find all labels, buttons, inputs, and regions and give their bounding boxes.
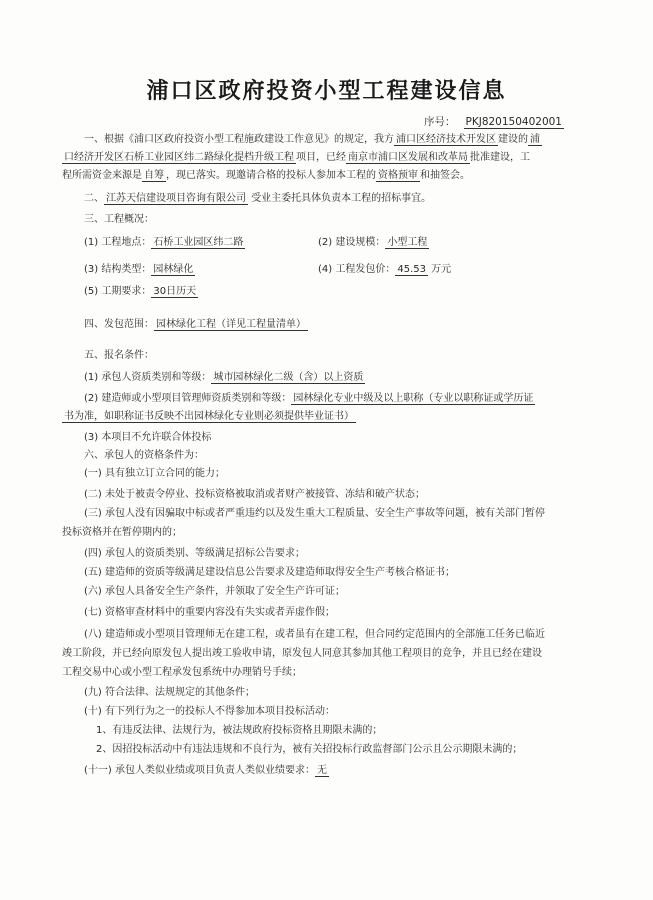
s6-item-10-1: 1、有违反法律、法规行为，被法规政府投标资格且期限未满的； xyxy=(96,725,383,736)
s3-scale xyxy=(318,236,429,249)
s1-line2 xyxy=(62,151,530,164)
s6-item-3a: (三) 承包人没有因骗取中标或者严重违约以及发生重大工程质量、安全生产事故等问题，被有关部门暂停 xyxy=(84,508,545,519)
s1-line3 xyxy=(62,169,470,182)
s3-cost-value: 45.53 xyxy=(397,264,426,275)
s3-cost-unit: 万元 xyxy=(431,264,452,275)
s3-location-value: 石桥工业园区纬二路 xyxy=(153,237,244,248)
s1-fund: 自筹 xyxy=(144,170,164,181)
s1-approver: 南京市浦口区发展和改革局 xyxy=(348,152,468,163)
s6-heading: 六、承包人的资格条件为： xyxy=(84,450,204,461)
s4-scope: 园林绿化工程（详见工程量清单） xyxy=(156,319,306,330)
s5-req-1-label: (1) 承包人资质类别和等级： xyxy=(84,372,212,383)
s3-structure-label: (3) 结构类型： xyxy=(84,264,152,275)
s1-text-7: 和抽签会。 xyxy=(420,170,470,181)
s3-structure-value: 园林绿化 xyxy=(153,264,194,275)
s1-line1 xyxy=(84,133,542,146)
s1-text-5: 程所需资金来源是 xyxy=(62,170,142,181)
s3-cost xyxy=(318,263,451,276)
s1-text-4: 批准建设，工 xyxy=(470,152,530,163)
s2-line xyxy=(84,192,431,205)
s6-item-4: (四) 承包人的资质类别、等级满足招标公告要求； xyxy=(84,548,305,559)
s4-line xyxy=(84,318,308,331)
s3-cost-label: (4) 工程发包价： xyxy=(318,264,396,275)
s6-item-8b: 竣工阶段，并已经向原发包人提出竣工验收申请，原发包人同意其参加其他工程项目的竞争，并且已经在建设 xyxy=(62,648,542,659)
s6-item-3b: 投标资格并在暂停期内的； xyxy=(62,527,182,538)
s6-item-1: (一) 具有独立订立合同的能力； xyxy=(84,468,225,479)
serial-label: 序号： xyxy=(424,116,456,128)
s1-stage: 资格预审 xyxy=(378,170,418,181)
s6-item-8a: (八) 建造师或小型项目管理师无在建工程，或者虽有在建工程，但合同约定范围内的全部施工任务已临近 xyxy=(84,629,545,640)
s3-scale-label: (2) 建设规模： xyxy=(318,237,386,248)
s5-req-1-value: 城市园林绿化二级（含）以上资质 xyxy=(213,372,364,383)
s6-item-8c: 工程交易中心或小型工程承发包系统中办理销号手续； xyxy=(62,667,302,678)
s5-req-1 xyxy=(84,371,365,384)
s1-project-start: 浦 xyxy=(530,134,540,145)
s6-item-11-label: (十一) 承包人类似业绩或项目负责人类似业绩要求： xyxy=(84,765,315,776)
s3-period-value: 30日历天 xyxy=(153,286,197,297)
s3-period-label: (5) 工期要求： xyxy=(84,286,152,297)
s3-structure xyxy=(84,263,195,276)
s6-item-10: (十) 有下列行为之一的投标人不得参加本项目投标活动： xyxy=(84,706,335,717)
serial-value: PKJ820150402001 xyxy=(465,116,562,128)
s3-location xyxy=(84,236,245,249)
s5-req-2-label: (2) 建造师或小型项目管理师资质类别和等级： xyxy=(84,393,292,404)
s6-item-11 xyxy=(84,764,329,777)
s1-project: 口经济开发区石桥工业园区纬二路绿化提档升级工程 xyxy=(64,152,294,163)
s3-location-label: (1) 工程地点： xyxy=(84,237,152,248)
s1-text-6: ，现已落实。现邀请合格的投标人参加本工程的 xyxy=(166,170,376,181)
s6-item-6: (六) 承包人具备安全生产条件，并领取了安全生产许可证； xyxy=(84,586,345,597)
s3-heading: 三、工程概况： xyxy=(84,214,154,225)
s5-req-2-value-a: 园林绿化专业中级及以上职称（专业以职称证或学历证 xyxy=(293,393,534,404)
s3-scale-value: 小型工程 xyxy=(387,237,428,248)
s1-text-3: 项目，已经 xyxy=(296,152,346,163)
s5-req-2-cont xyxy=(62,410,356,423)
s5-req-2-value-b: 书为准，如职称证书反映不出园林绿化专业则必须提供毕业证书） xyxy=(64,411,354,422)
s2-text: 受业主委托具体负责本工程的招标事宜。 xyxy=(251,193,432,204)
s4-label: 四、发包范围： xyxy=(84,319,154,330)
serial-number xyxy=(424,114,564,129)
s2-prefix: 二、 xyxy=(84,193,104,204)
s6-item-10-2: 2、因招投标活动中有违法违规和不良行为，被有关招投标行政监督部门公示且公示期限未满的； xyxy=(96,744,523,755)
s1-unit: 浦口区经济技术开发区 xyxy=(396,134,496,145)
s1-text-2: 建设的 xyxy=(498,134,528,145)
s6-item-7: (七) 资格审查材料中的重要内容没有失实或者弄虚作假； xyxy=(84,607,335,618)
s6-item-11-value: 无 xyxy=(316,765,327,776)
s6-item-2: (二) 未处于被责令停业、投标资格被取消或者财产被接管、冻结和破产状态； xyxy=(84,489,425,500)
s6-item-5: (五) 建造师的资质等级满足建设信息公告要求及建造师取得安全生产考核合格证书； xyxy=(84,567,455,578)
s5-req-3: (3) 本项目不允许联合体投标 xyxy=(84,432,212,443)
page-title: 浦口区政府投资小型工程建设信息 xyxy=(146,78,507,104)
s5-heading: 五、报名条件： xyxy=(84,350,154,361)
s5-req-2 xyxy=(84,392,535,405)
s2-agency: 江苏天信建设项目咨询有限公司 xyxy=(106,193,246,204)
s1-text-1: 一、根据《浦口区政府投资小型工程施政建设工作意见》的规定，我方 xyxy=(84,134,394,145)
s3-period xyxy=(84,285,198,298)
s6-item-9: (九) 符合法律、法规规定的其他条件； xyxy=(84,687,255,698)
